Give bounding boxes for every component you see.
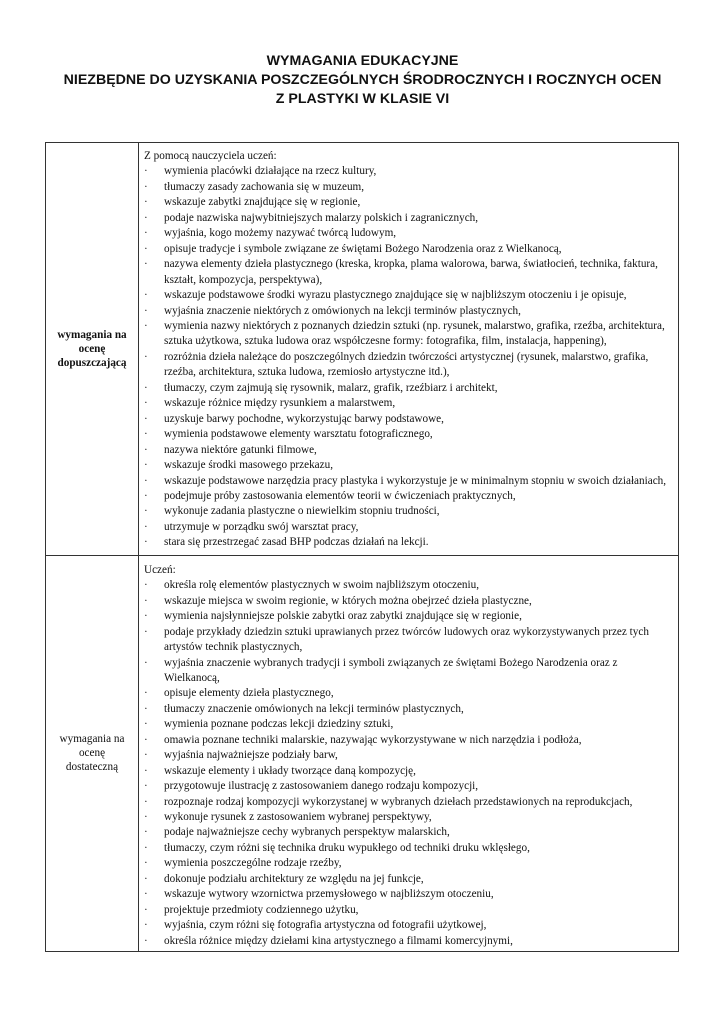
list-item — [144, 520, 670, 535]
requirements-cell-dostateczna — [139, 555, 679, 951]
bullet-icon: · — [144, 764, 148, 777]
list-item-text: opisuje tradycje i symbole związane ze świętami Bożego Narodzenia oraz z Wielkanocą, — [164, 242, 562, 255]
bullet-icon: · — [144, 919, 148, 932]
list-item — [144, 702, 670, 717]
list-item — [144, 396, 670, 411]
list-item-text: wskazuje elementy i układy tworzące daną kompozycję, — [164, 764, 416, 777]
list-item-text: wymienia podstawowe elementy warsztatu fotograficznego, — [164, 428, 433, 441]
bullet-icon: · — [144, 474, 148, 487]
list-item-text: uzyskuje barwy pochodne, wykorzystując barwy podstawowe, — [164, 412, 444, 425]
list-item — [144, 535, 670, 550]
list-item-text: nazywa elementy dzieła plastycznego (kreska, kropka, plama walorowa, barwa, światłocień, technika, faktura, kształt, kompozycja, perspektywa), — [164, 258, 658, 286]
list-item — [144, 458, 670, 473]
requirements-cell-dopuszczajaca — [139, 143, 679, 556]
bullet-icon: · — [144, 826, 148, 839]
list-item — [144, 594, 670, 609]
list-item — [144, 412, 670, 427]
grade-label-dostateczna — [46, 555, 139, 951]
list-item-text: tłumaczy, czym zajmują się rysownik, malarz, grafik, rzeźbiarz i architekt, — [164, 381, 498, 394]
grade-label-line: ocenę — [78, 747, 106, 760]
list-item — [144, 578, 670, 593]
list-item — [144, 795, 670, 810]
list-item-text: wyjaśnia, kogo możemy nazywać twórcą ludowym, — [164, 227, 397, 240]
list-item — [144, 856, 670, 871]
list-item — [144, 625, 670, 656]
list-item-text: utrzymuje w porządku swój warsztat pracy, — [164, 520, 359, 533]
list-item — [144, 381, 670, 396]
list-item — [144, 474, 670, 489]
bullet-icon: · — [144, 459, 148, 472]
list-item-text: wymienia najsłynniejsze polskie zabytki oraz zabytki znajdujące się w regionie, — [164, 610, 522, 623]
bullet-icon: · — [144, 780, 148, 793]
requirements-row-dostateczna — [46, 555, 679, 951]
bullet-icon: · — [144, 872, 148, 885]
list-item-text: wymienia nazwy niektórych z poznanych dziedzin sztuki (np. rysunek, malarstwo, grafika, rzeźba, architektura, sztuka użytkowa, sztuka ludowa oraz współczesne formy: fotografika, film, instalacja, happening), — [164, 319, 665, 348]
list-item-text: wyjaśnia znaczenie niektórych z omówionych na lekcji terminów plastycznych, — [164, 304, 521, 317]
list-item-text: opisuje elementy dzieła plastycznego, — [164, 687, 334, 700]
bullet-icon: · — [144, 718, 148, 731]
list-item-text: omawia poznane techniki malarskie, nazywając wykorzystywane w nich narzędzia i podłoża, — [164, 733, 582, 746]
requirements-list — [144, 578, 670, 949]
list-item — [144, 779, 670, 794]
requirements-table — [45, 142, 679, 952]
list-item — [144, 717, 670, 732]
list-item — [144, 825, 670, 840]
list-item — [144, 319, 670, 350]
bullet-icon: · — [144, 258, 148, 271]
list-item-text: tłumaczy znaczenie omówionych na lekcji terminów plastycznych, — [164, 702, 464, 715]
bullet-icon: · — [144, 227, 148, 240]
list-item-text: wymienia poszczególne rodzaje rzeźby, — [164, 857, 342, 870]
list-item — [144, 504, 670, 519]
title-line-3: Z PLASTYKI W KLASIE VI — [275, 91, 450, 107]
list-item — [144, 934, 670, 949]
bullet-icon: · — [144, 505, 148, 518]
bullet-icon: · — [144, 733, 148, 746]
list-item — [144, 686, 670, 701]
bullet-icon: · — [144, 304, 148, 317]
grade-label-line: wymagania na — [59, 733, 125, 746]
list-item — [144, 195, 670, 210]
bullet-icon: · — [144, 381, 148, 394]
list-item-text: wyjaśnia najważniejsze podziały barw, — [164, 749, 338, 762]
list-item-text: wykonuje zadania plastyczne o niewielkim stopniu trudności, — [164, 505, 440, 518]
grade-label-dopuszczajaca — [46, 143, 139, 556]
bullet-icon: · — [144, 443, 148, 456]
list-item — [144, 887, 670, 902]
list-item-text: określa różnice między dziełami kina artystycznego a filmami komercyjnymi, — [164, 934, 513, 947]
list-item — [144, 427, 670, 442]
bullet-icon: · — [144, 934, 148, 947]
list-item — [144, 656, 670, 687]
bullet-icon: · — [144, 625, 148, 638]
list-item — [144, 242, 670, 257]
requirements-intro: Z pomocą nauczyciela uczeń: — [144, 150, 277, 162]
bullet-icon: · — [144, 687, 148, 700]
bullet-icon: · — [144, 520, 148, 533]
list-item-text: rozpoznaje rodzaj kompozycji wykorzystanej w wybranych dziełach przedstawionych na reprodukcjach, — [164, 795, 633, 808]
list-item-text: projektuje przedmioty codziennego użytku, — [164, 903, 359, 916]
requirements-row-dopuszczajaca — [46, 143, 679, 556]
list-item — [144, 903, 670, 918]
list-item — [144, 764, 670, 779]
document-title — [0, 52, 725, 109]
list-item-text: podejmuje próby zastosowania elementów teorii w ćwiczeniach praktycznych, — [164, 489, 516, 502]
list-item — [144, 164, 670, 179]
grade-label-line: ocenę — [78, 342, 106, 355]
list-item — [144, 180, 670, 195]
bullet-icon: · — [144, 536, 148, 549]
list-item-text: wyjaśnia, czym różni się fotografia artystyczna od fotografii użytkowej, — [164, 919, 487, 932]
bullet-icon: · — [144, 579, 148, 592]
bullet-icon: · — [144, 242, 148, 255]
bullet-icon: · — [144, 841, 148, 854]
bullet-icon: · — [144, 610, 148, 623]
list-item — [144, 609, 670, 624]
list-item — [144, 489, 670, 504]
requirements-intro: Uczeń: — [144, 563, 176, 576]
list-item-text: nazywa niektóre gatunki filmowe, — [164, 443, 317, 456]
bullet-icon: · — [144, 749, 148, 762]
bullet-icon: · — [144, 888, 148, 901]
list-item — [144, 211, 670, 226]
list-item — [144, 733, 670, 748]
list-item-text: określa rolę elementów plastycznych w swoim najbliższym otoczeniu, — [164, 579, 480, 592]
list-item-text: wymienia poznane podczas lekcji dziedziny sztuki, — [164, 718, 394, 731]
list-item-text: wskazuje zabytki znajdujące się w regionie, — [164, 196, 361, 209]
list-item — [144, 226, 670, 241]
list-item — [144, 350, 670, 381]
bullet-icon: · — [144, 903, 148, 916]
requirements-list — [144, 164, 670, 550]
bullet-icon: · — [144, 289, 148, 302]
list-item-text: podaje przykłady dziedzin sztuki uprawianych przez twórców ludowych oraz wykorzystywanych przez tych artystów technik plastycznych, — [164, 625, 649, 654]
list-item-text: wskazuje miejsca w swoim regionie, w których można obejrzeć dzieła plastyczne, — [164, 594, 532, 607]
list-item-text: rozróżnia dzieła należące do poszczególnych dziedzin twórczości artystycznej (rysunek, malarstwo, grafika, rzeźba, architektura, sztuka ludowa, rzemiosło artystyczne itd.), — [164, 350, 649, 379]
list-item-text: podaje nazwiska najwybitniejszych malarzy polskich i zagranicznych, — [164, 211, 479, 224]
list-item — [144, 304, 670, 319]
list-item — [144, 918, 670, 933]
bullet-icon: · — [144, 795, 148, 808]
bullet-icon: · — [144, 350, 148, 363]
list-item-text: stara się przestrzegać zasad BHP podczas działań na lekcji. — [164, 536, 429, 549]
list-item-text: wymienia placówki działające na rzecz kultury, — [164, 165, 377, 178]
grade-label-line: wymagania na — [57, 328, 127, 341]
list-item-text: wskazuje podstawowe środki wyrazu plastycznego znajdujące się w najbliższym otoczeniu i je opisuje, — [164, 289, 627, 302]
list-item-text: dokonuje podziału architektury ze względu na jej funkcje, — [164, 872, 424, 885]
bullet-icon: · — [144, 211, 148, 224]
list-item-text: wskazuje wytwory wzornictwa przemysłowego w najbliższym otoczeniu, — [164, 888, 494, 901]
list-item — [144, 443, 670, 458]
bullet-icon: · — [144, 489, 148, 502]
list-item-text: przygotowuje ilustrację z zastosowaniem danego rodzaju kompozycji, — [164, 780, 479, 793]
bullet-icon: · — [144, 412, 148, 425]
bullet-icon: · — [144, 196, 148, 209]
grade-label-line: dostateczną — [65, 761, 119, 774]
bullet-icon: · — [144, 165, 148, 178]
bullet-icon: · — [144, 857, 148, 870]
title-line-2: NIEZBĘDNE DO UZYSKANIA POSZCZEGÓLNYCH ŚRODROCZNYCH I ROCZNYCH OCEN — [63, 72, 662, 88]
grade-label-line: dopuszczającą — [57, 356, 127, 369]
list-item-text: wykonuje rysunek z zastosowaniem wybranej perspektywy, — [164, 811, 432, 824]
bullet-icon: · — [144, 594, 148, 607]
list-item — [144, 841, 670, 856]
list-item-text: tłumaczy, czym różni się technika druku wypukłego od techniki druku wklęsłego, — [164, 841, 530, 854]
list-item-text: wyjaśnia znaczenie wybranych tradycji i symboli związanych ze świętami Bożego Narodzenia oraz z Wielkanocą, — [164, 656, 618, 684]
list-item — [144, 810, 670, 825]
list-item-text: podaje najważniejsze cechy wybranych perspektyw malarskich, — [164, 826, 450, 839]
list-item — [144, 257, 670, 288]
bullet-icon: · — [144, 397, 148, 410]
bullet-icon: · — [144, 811, 148, 824]
bullet-icon: · — [144, 656, 148, 669]
bullet-icon: · — [144, 702, 148, 715]
bullet-icon: · — [144, 428, 148, 441]
bullet-icon: · — [144, 319, 148, 332]
list-item — [144, 288, 670, 303]
list-item-text: wskazuje środki masowego przekazu, — [164, 459, 333, 472]
list-item-text: wskazuje różnice między rysunkiem a malarstwem, — [164, 397, 396, 410]
list-item-text: tłumaczy zasady zachowania się w muzeum, — [164, 180, 365, 193]
bullet-icon: · — [144, 180, 148, 193]
list-item — [144, 748, 670, 763]
list-item-text: wskazuje podstawowe narzędzia pracy plastyka i wykorzystuje je w minimalnym stopniu w swoich działaniach, — [164, 474, 667, 487]
list-item — [144, 872, 670, 887]
title-line-1: WYMAGANIA EDUKACYJNE — [266, 53, 459, 69]
